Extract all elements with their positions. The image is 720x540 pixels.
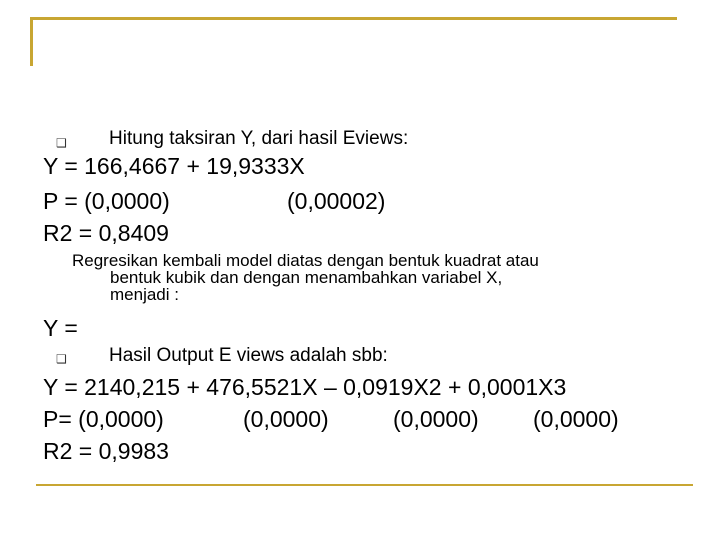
equation-p-1: P = (0,0000) xyxy=(43,188,170,214)
bullet-text-1: Hitung taksiran Y, dari hasil Eviews: xyxy=(109,128,409,149)
equation-r2-2: R2 = 0,9983 xyxy=(43,438,169,464)
paragraph-line-3: menjadi : xyxy=(110,285,179,304)
instruction-paragraph xyxy=(72,252,712,303)
y-equals: Y = xyxy=(43,315,78,341)
bottom-rule xyxy=(36,484,693,486)
equation-y-1: Y = 166,4667 + 19,9333X xyxy=(43,153,305,179)
equation-p-2-label: P= (0,0000) xyxy=(43,406,164,432)
equation-p-2-value-3: (0,0000) xyxy=(393,406,479,432)
bullet-text-2: Hasil Output E views adalah sbb: xyxy=(109,345,388,366)
equation-r2-1: R2 = 0,8409 xyxy=(43,220,169,246)
equation-p-1-second: (0,00002) xyxy=(287,188,386,214)
paragraph-line-2: bentuk kubik dan dengan menambahkan variabel X, xyxy=(110,268,503,287)
equation-p-2-value-2: (0,0000) xyxy=(243,406,329,432)
equation-p-2-value-4: (0,0000) xyxy=(533,406,619,432)
top-rule xyxy=(30,17,677,20)
left-rule xyxy=(30,17,33,66)
paragraph-line-1: Regresikan kembali model diatas dengan bentuk kuadrat atau xyxy=(72,251,539,270)
equation-y-2: Y = 2140,215 + 476,5521X – 0,0919X2 + 0,0001X3 xyxy=(43,374,567,400)
square-bullet-icon: ❑ xyxy=(56,352,67,366)
square-bullet-icon: ❑ xyxy=(56,136,67,150)
